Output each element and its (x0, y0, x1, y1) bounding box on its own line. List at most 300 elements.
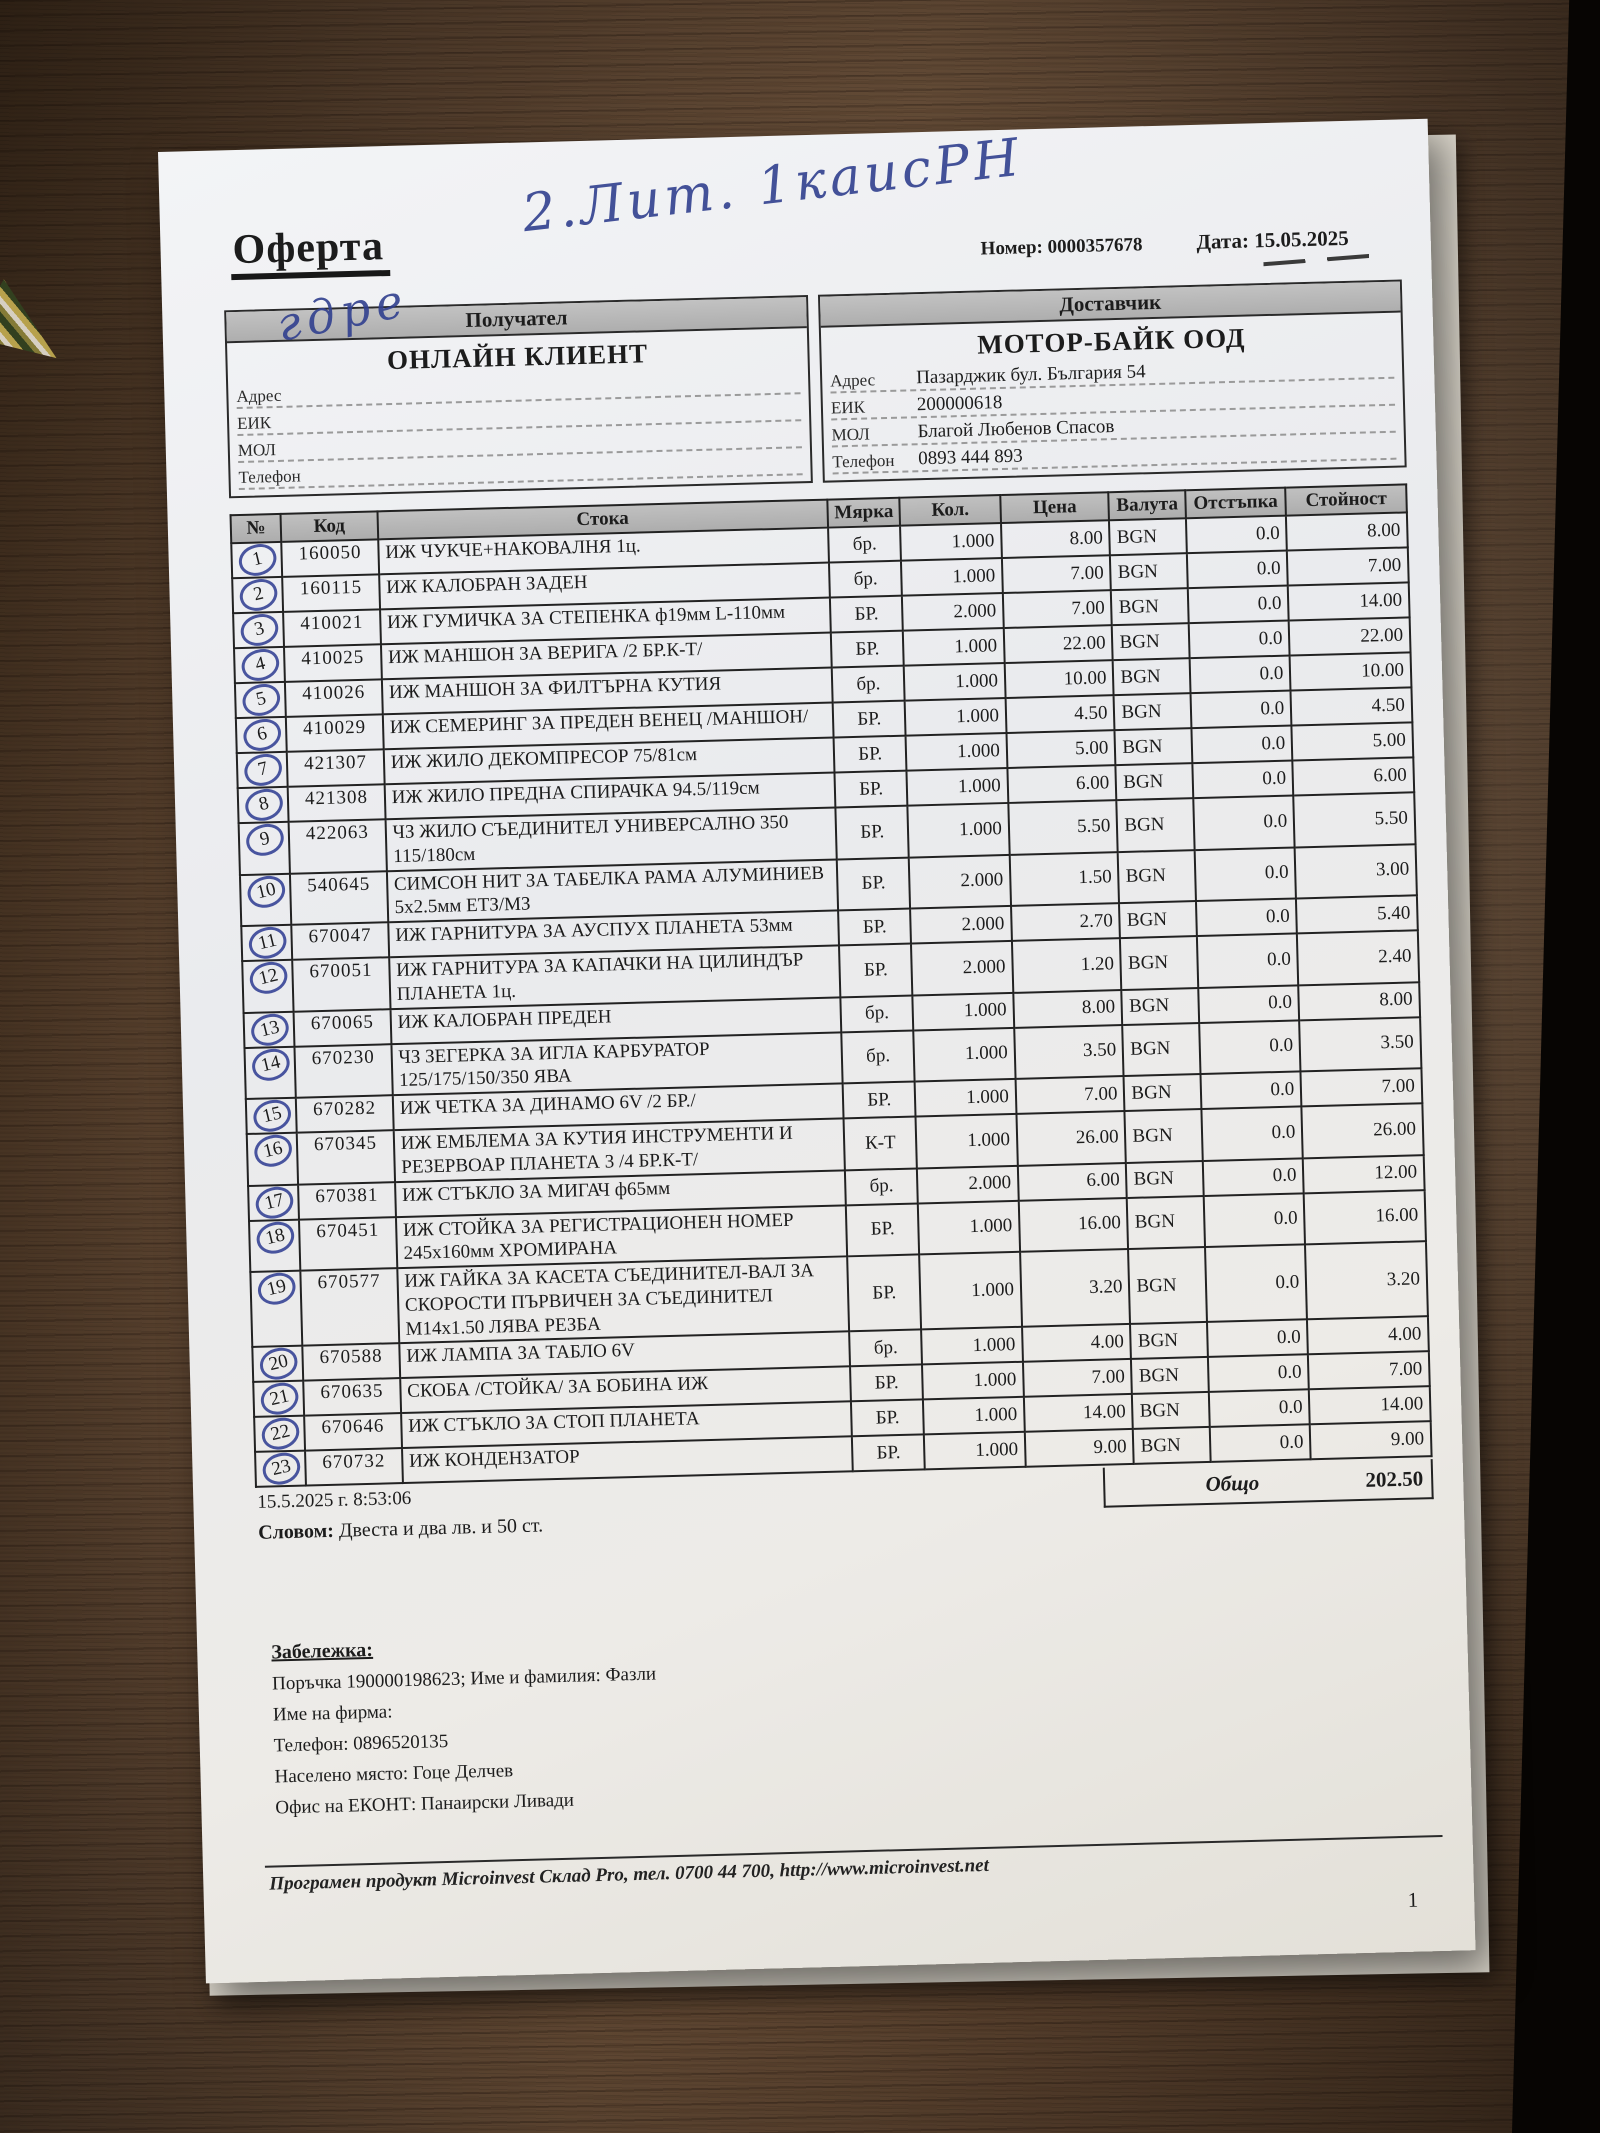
notes-header: Забележка: (271, 1639, 374, 1664)
item-number: 3 (252, 617, 267, 641)
item-unit: бр. (832, 666, 905, 703)
item-code: 160115 (282, 574, 379, 612)
item-discount: 0.0 (1186, 516, 1287, 554)
item-discount: 0.0 (1190, 691, 1291, 729)
col-header-total: Стойност (1285, 485, 1406, 516)
handwritten-circle (257, 1345, 301, 1384)
supplier-header: Доставчик (820, 282, 1401, 328)
item-currency: BGN (1132, 1392, 1209, 1429)
item-number: 11 (256, 929, 279, 955)
item-number-cell (248, 1184, 299, 1220)
recipient-box (224, 295, 813, 498)
item-price: 22.00 (1004, 625, 1113, 663)
handwritten-circle (255, 1269, 299, 1308)
col-header-price: Цена (1000, 492, 1109, 523)
item-quantity: 2.000 (911, 941, 1013, 995)
item-code: 410021 (283, 609, 380, 647)
note-city-line: Населено място: Гоце Делчев (274, 1760, 514, 1788)
item-discount: 0.0 (1188, 586, 1289, 624)
supplier-label-mol: МОЛ (831, 424, 870, 445)
items-tbody (231, 513, 1431, 1488)
grand-total-value: 202.50 (1365, 1466, 1424, 1492)
item-number: 9 (257, 827, 272, 851)
item-unit: БР. (837, 857, 911, 910)
item-total: 5.40 (1296, 895, 1418, 933)
item-code: 410026 (285, 679, 382, 717)
item-number-cell (244, 1011, 295, 1047)
item-unit: БР. (835, 771, 908, 808)
item-discount: 0.0 (1198, 985, 1299, 1023)
item-quantity: 2.000 (910, 906, 1011, 944)
item-unit: БР. (852, 1435, 925, 1472)
item-code: 670047 (292, 922, 389, 960)
handwritten-circle (242, 786, 286, 825)
item-number: 19 (264, 1275, 289, 1301)
item-total: 22.00 (1289, 617, 1411, 655)
handwritten-circle (244, 872, 288, 911)
item-total: 3.50 (1299, 1017, 1421, 1072)
recipient-label-mol: МОЛ (237, 440, 277, 461)
document-title: Оферта (230, 224, 391, 280)
item-total: 14.00 (1288, 583, 1410, 621)
item-total: 7.00 (1308, 1351, 1430, 1389)
note-office-line: Офис на ЕКОНТ: Панаирски Ливади (275, 1790, 575, 1819)
item-unit: бр. (841, 1030, 915, 1083)
item-number-cell (236, 717, 287, 753)
item-total: 7.00 (1287, 548, 1409, 586)
item-quantity: 1.000 (913, 992, 1014, 1030)
item-code: 670282 (296, 1095, 393, 1133)
handwritten-circle (241, 751, 285, 790)
item-discount: 0.0 (1203, 1193, 1305, 1247)
handwritten-circle (258, 1380, 302, 1419)
item-unit: БР. (835, 806, 909, 859)
item-discount: 0.0 (1189, 621, 1290, 659)
handwritten-circle (236, 541, 280, 580)
item-name: ИЖ ГАРНИТУРА ЗА АУСПУХ ПЛАНЕТА 53мм (388, 911, 839, 958)
item-price: 7.00 (1003, 590, 1112, 628)
handwritten-circle (252, 1183, 296, 1222)
item-total: 3.20 (1305, 1241, 1428, 1319)
handwritten-circle (248, 1010, 292, 1049)
item-total: 4.00 (1307, 1317, 1429, 1355)
item-name: ИЖ ЧУКЧЕ+НАКОВАЛНЯ 1ц. (378, 528, 829, 575)
item-number-cell (244, 1046, 296, 1099)
notes-section (259, 1611, 1441, 1820)
item-currency: BGN (1109, 518, 1186, 555)
item-total: 6.00 (1293, 757, 1415, 795)
items-table (230, 484, 1433, 1489)
item-quantity: 1.000 (901, 558, 1002, 596)
item-price: 26.00 (1016, 1111, 1126, 1165)
item-code: 670051 (292, 957, 390, 1011)
item-name: ИЖ ГУМИЧКА ЗА СТЕПЕНКА ф19мм L-110мм (380, 598, 831, 645)
item-code: 670588 (303, 1343, 400, 1381)
item-price: 5.50 (1008, 800, 1118, 854)
item-unit: БР. (846, 1203, 920, 1256)
item-number: 23 (269, 1455, 293, 1481)
item-number-cell (240, 873, 292, 926)
item-code: 422063 (289, 819, 387, 873)
item-discount: 0.0 (1201, 1106, 1303, 1160)
recipient-label-address: Адрес (236, 385, 282, 407)
item-name: ИЖ ГАЙКА ЗА КАСЕТА СЪЕДИНИТЕЛ-ВАЛ ЗА СКОРОСТИ ПЪРВИЧЕН ЗА СЪЕДИНИТЕЛ М14х1.50 ЛЯВА РЕЗБА (397, 1256, 849, 1343)
item-code: 421307 (287, 749, 384, 787)
item-price: 4.50 (1005, 695, 1114, 733)
item-discount: 0.0 (1203, 1158, 1304, 1196)
grand-total-label: Общо (1205, 1470, 1260, 1496)
note-company-line: Име на фирма: (272, 1701, 393, 1726)
item-total: 9.00 (1310, 1421, 1432, 1459)
item-total: 7.00 (1301, 1068, 1423, 1106)
footer-software-line: Програмен продукт Microinvest Склад Pro, тел. 0700 44 700, http://www.microinvest.net (265, 1835, 1443, 1896)
item-number-cell (233, 612, 284, 648)
handwritten-circle (251, 1131, 295, 1170)
item-quantity: 1.000 (916, 1114, 1018, 1168)
item-name: ИЖ ГАРНИТУРА ЗА КАПАЧКИ НА ЦИЛИНДЪР ПЛАНЕТА 1ц. (389, 946, 840, 1009)
item-unit: БР. (833, 701, 906, 738)
item-number-cell (255, 1451, 306, 1487)
item-currency: BGN (1119, 901, 1196, 938)
supplier-value-eik: 200000618 (916, 392, 1003, 416)
item-unit: бр. (829, 561, 902, 598)
item-price: 7.00 (1015, 1076, 1124, 1114)
date-underline-mark (1263, 253, 1383, 266)
item-number-cell (247, 1133, 299, 1186)
item-number: 6 (254, 722, 270, 746)
item-quantity: 1.000 (918, 1200, 1020, 1254)
handwritten-circle (246, 923, 290, 962)
handwritten-circle (250, 1096, 294, 1135)
item-code: 670065 (294, 1009, 391, 1047)
item-unit: БР. (839, 944, 913, 997)
col-header-qty: Кол. (900, 495, 1001, 526)
striped-object-corner (0, 279, 75, 386)
item-price: 10.00 (1005, 660, 1114, 698)
item-price: 6.00 (1018, 1163, 1127, 1201)
recipient-label-eik: ЕИК (236, 413, 272, 434)
item-unit: К-Т (844, 1117, 918, 1170)
item-number-cell (250, 1271, 302, 1348)
item-currency: BGN (1123, 1023, 1201, 1076)
item-name: ИЖ ЛАМПА ЗА ТАБЛО 6V (399, 1332, 850, 1379)
item-quantity: 2.000 (909, 855, 1011, 909)
handwritten-circle (253, 1218, 297, 1257)
item-discount: 0.0 (1189, 656, 1290, 694)
note-order-line: Поръчка 190000198623; Име и фамилия: Фазли (271, 1663, 657, 1695)
col-header-unit: Мярка (827, 498, 900, 528)
item-discount: 0.0 (1209, 1390, 1310, 1428)
item-unit: БР. (831, 631, 904, 668)
item-price: 14.00 (1024, 1394, 1133, 1432)
item-quantity: 1.000 (922, 1362, 1023, 1400)
supplier-value-mol: Благой Любенов Спасов (917, 416, 1115, 443)
item-name: ИЖ СТОЙКА ЗА РЕГИСТРАЦИОНЕН НОМЕР 245х160мм ХРОМИРАНА (396, 1205, 847, 1268)
item-currency: BGN (1113, 658, 1190, 695)
item-number: 5 (254, 687, 269, 711)
item-number-cell (234, 647, 285, 683)
item-unit: БР. (843, 1082, 916, 1119)
item-price: 9.00 (1025, 1429, 1134, 1467)
col-header-num: № (231, 514, 282, 543)
item-total: 12.00 (1303, 1155, 1425, 1193)
item-number-cell (232, 577, 283, 613)
recipient-name: ОНЛАЙН КЛИЕНТ (386, 338, 649, 376)
item-number: 13 (258, 1016, 282, 1041)
table-edge-shadow (1490, 0, 1600, 2133)
item-code: 670381 (298, 1182, 395, 1220)
item-price: 16.00 (1019, 1198, 1129, 1252)
item-number: 1 (250, 547, 265, 571)
item-discount: 0.0 (1187, 551, 1288, 589)
item-name: ИЖ КОНДЕНЗАТОР (402, 1437, 853, 1484)
item-name: ИЖ ЕМБЛЕМА ЗА КУТИЯ ИНСТРУМЕНТИ И РЕЗЕРВОАР ПЛАНЕТА 3 /4 БР.К-Т/ (393, 1118, 844, 1181)
item-currency: BGN (1110, 553, 1187, 590)
supplier-label-address: Адрес (829, 370, 876, 391)
supplier-name: МОТОР-БАЙК ООД (976, 322, 1246, 360)
item-price: 8.00 (1001, 520, 1110, 558)
item-discount: 0.0 (1194, 847, 1296, 901)
print-datetime: 15.5.2025 г. 8:53:06 (257, 1488, 412, 1514)
item-currency: BGN (1133, 1427, 1210, 1464)
recipient-label-phone: Телефон (238, 466, 301, 488)
document-date-value: 15.05.2025 (1253, 225, 1349, 253)
item-discount: 0.0 (1197, 934, 1299, 988)
handwritten-circle (239, 681, 283, 720)
item-number: 21 (267, 1385, 292, 1411)
item-number-cell (235, 682, 286, 718)
item-code: 670732 (305, 1448, 402, 1486)
handwritten-circle (240, 716, 284, 755)
document-date-label: Дата: (1196, 228, 1250, 254)
item-currency: BGN (1120, 936, 1198, 989)
item-price: 5.00 (1006, 730, 1115, 768)
item-currency: BGN (1115, 728, 1192, 765)
item-number: 16 (261, 1137, 285, 1163)
item-quantity: 1.000 (900, 523, 1001, 561)
item-code: 421308 (288, 784, 385, 822)
item-number: 20 (266, 1350, 291, 1376)
item-price: 3.20 (1020, 1249, 1130, 1327)
document-date (1196, 225, 1401, 255)
item-unit: БР. (850, 1365, 923, 1402)
item-code: 410029 (286, 714, 383, 752)
item-unit: бр. (828, 526, 901, 563)
handwritten-circle (259, 1415, 303, 1454)
supplier-label-phone: Телефон (832, 450, 895, 472)
note-phone-line: Телефон: 0896520135 (273, 1731, 449, 1757)
item-total: 5.50 (1294, 792, 1416, 847)
item-discount: 0.0 (1199, 1020, 1301, 1074)
item-number-cell (237, 752, 288, 788)
item-number-cell (231, 542, 282, 578)
item-quantity: 1.000 (908, 803, 1010, 857)
item-number-cell (238, 787, 289, 823)
item-unit: бр. (845, 1168, 918, 1205)
handwritten-circle (249, 1045, 293, 1084)
item-price: 7.00 (1002, 555, 1111, 593)
item-total: 16.00 (1304, 1190, 1426, 1245)
item-number: 4 (253, 652, 268, 676)
item-total: 2.40 (1297, 930, 1419, 985)
item-price: 8.00 (1013, 990, 1122, 1028)
item-quantity: 1.000 (906, 733, 1007, 771)
item-number-cell (246, 1098, 297, 1134)
item-currency: BGN (1131, 1357, 1208, 1394)
item-number: 2 (251, 582, 266, 606)
item-currency: BGN (1117, 798, 1195, 851)
item-price: 4.00 (1022, 1324, 1131, 1362)
item-number-cell (253, 1381, 304, 1417)
item-code: 670646 (304, 1413, 401, 1451)
item-number-cell (249, 1219, 301, 1272)
item-quantity: 1.000 (921, 1327, 1022, 1365)
item-quantity: 1.000 (904, 663, 1005, 701)
col-header-name: Стока (377, 500, 828, 540)
item-unit: БР. (838, 909, 911, 946)
document-number-value: 0000357678 (1047, 234, 1143, 258)
document-number-label: Номер: (980, 236, 1044, 260)
item-currency: BGN (1122, 988, 1199, 1025)
item-currency: BGN (1111, 588, 1188, 625)
document-number (980, 233, 1196, 261)
handwritten-circle (243, 821, 287, 860)
item-total: 3.00 (1295, 844, 1417, 899)
handwritten-annotation-top: 2.Лит. 1каисРН (519, 127, 1026, 245)
item-number: 10 (254, 878, 278, 903)
item-price: 2.70 (1011, 903, 1120, 941)
item-name: ИЖ МАНШОН ЗА ВЕРИГА /2 БР.К-Т/ (381, 633, 832, 680)
item-code: 670635 (303, 1378, 400, 1416)
item-total: 5.00 (1292, 722, 1414, 760)
in-words-value: Двеста и два лв. и 50 ст. (338, 1514, 544, 1543)
item-name: ИЖ ЖИЛО ПРЕДНА СПИРАЧКА 94.5/119см (384, 773, 835, 820)
item-quantity: 1.000 (905, 698, 1006, 736)
item-name: ИЖ КАЛОБРАН ЗАДЕН (379, 563, 830, 610)
handwritten-circle (259, 1450, 303, 1489)
item-code: 670345 (297, 1130, 395, 1184)
item-price: 1.20 (1012, 938, 1122, 992)
item-code: 540645 (290, 871, 388, 925)
item-name: СИМСОН НИТ ЗА ТАБЕЛКА РАМА АЛУМИНИЕВ 5х2.5мм ЕТЗ/МЗ (387, 859, 838, 922)
in-words-label: Словом: (257, 1520, 335, 1545)
handwritten-circle (237, 611, 281, 650)
item-quantity: 1.000 (903, 628, 1004, 666)
item-currency: BGN (1124, 1074, 1201, 1111)
item-name: ЧЗ ЖИЛО СЪЕДИНИТЕЛ УНИВЕРСАЛНО 350 115/180см (385, 808, 836, 871)
item-currency: BGN (1130, 1322, 1207, 1359)
item-discount: 0.0 (1191, 726, 1292, 764)
supplier-label-eik: ЕИК (830, 397, 866, 418)
page-number: 1 (1407, 1887, 1419, 1913)
item-unit: бр. (840, 995, 913, 1032)
item-currency: BGN (1128, 1247, 1206, 1324)
item-discount: 0.0 (1196, 899, 1297, 937)
item-discount: 0.0 (1205, 1244, 1307, 1322)
item-number: 8 (256, 792, 271, 816)
item-currency: BGN (1118, 850, 1196, 903)
handwritten-annotation-under-title: гдре (272, 272, 414, 352)
supplier-box (818, 280, 1407, 483)
supplier-value-address: Пазарджик бул. България 54 (915, 361, 1146, 389)
item-quantity: 2.000 (917, 1165, 1018, 1203)
item-code: 670451 (299, 1217, 397, 1271)
item-unit: БР. (830, 596, 903, 633)
recipient-value-phone (325, 473, 803, 486)
item-name: ИЖ ЖИЛО ДЕКОМПРЕСОР 75/81см (383, 738, 834, 785)
item-total: 8.00 (1299, 982, 1421, 1020)
item-number-cell (242, 960, 294, 1013)
item-code: 670577 (301, 1268, 399, 1346)
item-discount: 0.0 (1192, 761, 1293, 799)
item-name: ИЖ СТЪКЛО ЗА МИГАЧ ф65мм (395, 1170, 846, 1217)
item-number: 17 (262, 1189, 286, 1214)
item-total: 8.00 (1286, 513, 1408, 551)
item-number: 7 (255, 757, 271, 781)
recipient-header: Получател (226, 297, 807, 343)
item-discount: 0.0 (1210, 1425, 1311, 1463)
col-header-currency: Валута (1109, 490, 1186, 520)
item-name: СКОБА /СТОЙКА/ ЗА БОБИНА ИЖ (400, 1367, 851, 1414)
item-discount: 0.0 (1208, 1355, 1309, 1393)
item-price: 1.50 (1010, 852, 1120, 906)
col-header-code: Код (281, 511, 378, 542)
item-unit: бр. (849, 1330, 922, 1367)
item-name: ИЖ СЕМЕРИНГ ЗА ПРЕДЕН ВЕНЕЦ /МАНШОН/ (383, 703, 834, 750)
item-discount: 0.0 (1207, 1320, 1308, 1358)
item-number: 18 (263, 1223, 287, 1249)
offer-document-paper (158, 119, 1476, 1984)
item-unit: БР. (834, 736, 907, 773)
item-code: 410025 (284, 644, 381, 682)
item-code: 670230 (295, 1044, 393, 1098)
item-quantity: 1.000 (924, 1432, 1025, 1470)
item-number-cell (239, 822, 291, 875)
item-unit: БР. (847, 1255, 921, 1332)
item-name: ИЖ КАЛОБРАН ПРЕДЕН (390, 997, 841, 1044)
item-number-cell (252, 1346, 303, 1382)
item-code: 160050 (282, 539, 379, 577)
item-currency: BGN (1126, 1161, 1203, 1198)
item-price: 3.50 (1014, 1025, 1124, 1079)
item-name: ИЖ МАНШОН ЗА ФИЛТЪРНА КУТИЯ (382, 668, 833, 715)
item-number-cell (241, 925, 292, 961)
handwritten-circle (247, 958, 291, 997)
item-quantity: 1.000 (914, 1027, 1016, 1081)
item-total: 4.50 (1291, 687, 1413, 725)
item-quantity: 1.000 (915, 1079, 1016, 1117)
handwritten-circle (237, 576, 281, 615)
item-price: 6.00 (1007, 765, 1116, 803)
item-name: ИЖ ЧЕТКА ЗА ДИНАМО 6V /2 БР./ (393, 1083, 844, 1130)
item-quantity: 2.000 (902, 593, 1003, 631)
item-currency: BGN (1125, 1109, 1203, 1162)
item-total: 26.00 (1302, 1103, 1424, 1158)
item-number-cell (254, 1416, 305, 1452)
item-quantity: 1.000 (923, 1397, 1024, 1435)
item-currency: BGN (1127, 1196, 1205, 1249)
item-number: 12 (256, 964, 281, 990)
item-currency: BGN (1116, 763, 1193, 800)
item-name: ЧЗ ЗЕГЕРКА ЗА ИГЛА КАРБУРАТОР 125/175/150/350 ЯВА (391, 1032, 842, 1095)
item-number: 22 (268, 1420, 293, 1446)
item-number: 15 (260, 1102, 284, 1128)
item-total: 10.00 (1290, 652, 1412, 690)
item-quantity: 1.000 (907, 768, 1008, 806)
col-header-discount: Отстъпка (1185, 488, 1286, 519)
handwritten-circle (238, 646, 282, 685)
item-name: ИЖ СТЪКЛО ЗА СТОП ПЛАНЕТА (401, 1402, 852, 1449)
